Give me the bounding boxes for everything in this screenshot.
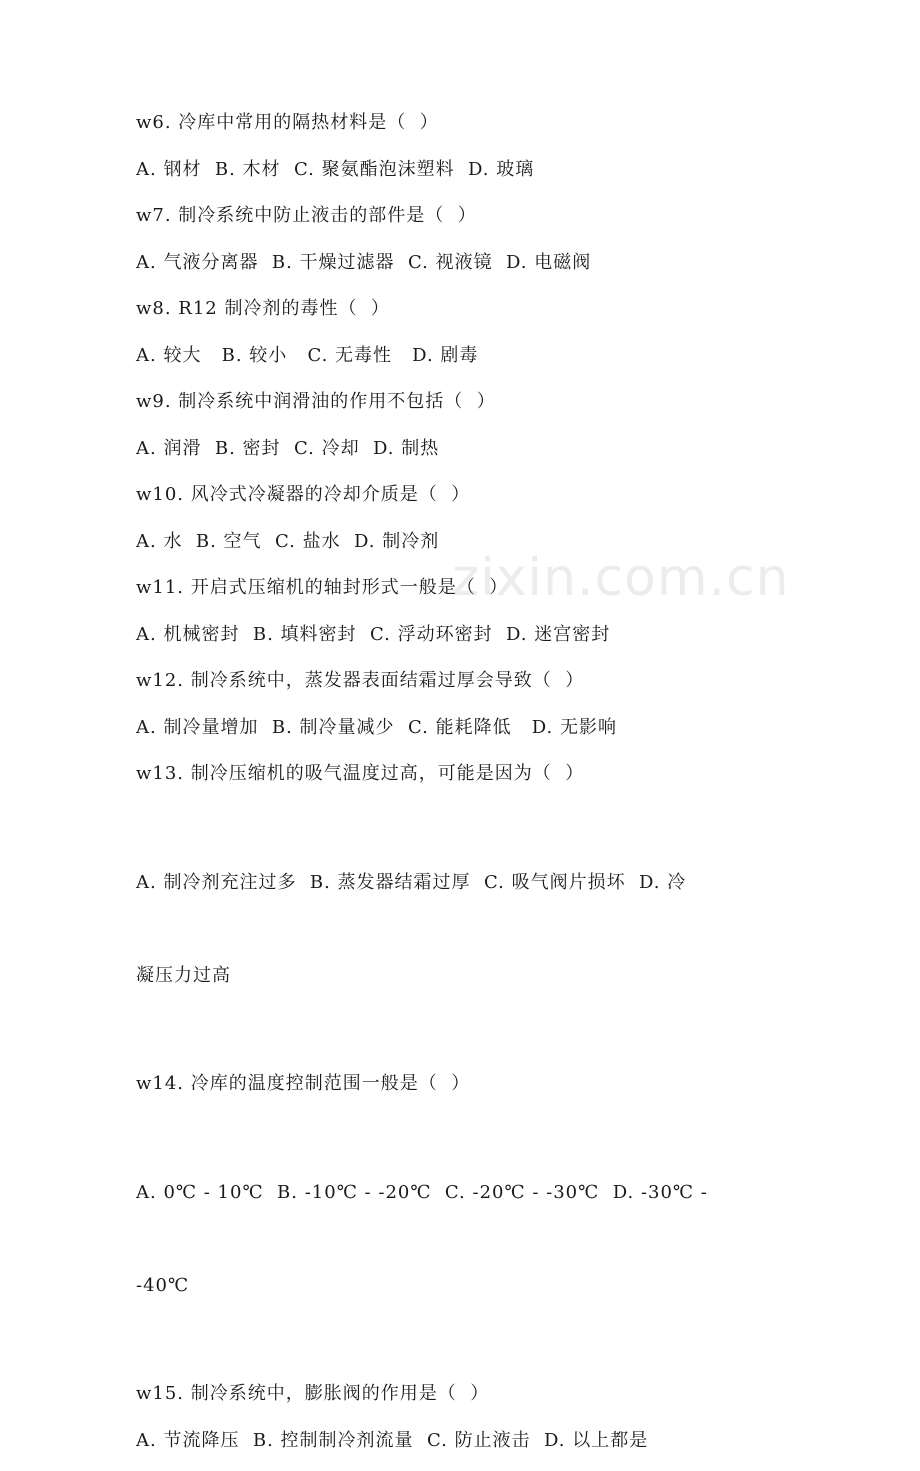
options-w14-line-2: -40℃ — [136, 1274, 190, 1296]
question-w13: w13. 制冷压缩机的吸气温度过高，可能是因为（ ） — [136, 763, 585, 784]
options-w6: A. 钢材 B. 木材 C. 聚氨酯泡沫塑料 D. 玻璃 — [136, 158, 535, 180]
options-w13 — [136, 805, 786, 1053]
question-w14: w14. 冷库的温度控制范围一般是（ ） — [136, 1073, 471, 1094]
options-w13-line-2: 凝压力过高 — [136, 964, 231, 986]
options-w15: A. 节流降压 B. 控制制冷剂流量 C. 防止液击 D. 以上都是 — [136, 1429, 649, 1451]
question-w8: w8. R12 制冷剂的毒性（ ） — [136, 298, 390, 319]
question-w10: w10. 风冷式冷凝器的冷却介质是（ ） — [136, 484, 471, 505]
question-list — [136, 107, 786, 1471]
question-w15: w15. 制冷系统中，膨胀阀的作用是（ ） — [136, 1383, 490, 1404]
options-w9: A. 润滑 B. 密封 C. 冷却 D. 制热 — [136, 437, 440, 459]
options-w13-line-1: A. 制冷剂充注过多 B. 蒸发器结霜过厚 C. 吸气阀片损坏 D. 冷 — [136, 871, 687, 893]
question-w6: w6. 冷库中常用的隔热材料是（ ） — [136, 112, 439, 133]
question-w12: w12. 制冷系统中，蒸发器表面结霜过厚会导致（ ） — [136, 670, 585, 691]
question-w9: w9. 制冷系统中润滑油的作用不包括（ ） — [136, 391, 496, 412]
question-w7: w7. 制冷系统中防止液击的部件是（ ） — [136, 205, 477, 226]
options-w11: A. 机械密封 B. 填料密封 C. 浮动环密封 D. 迷宫密封 — [136, 623, 611, 645]
options-w14 — [136, 1115, 786, 1363]
options-w8: A. 较大 B. 较小 C. 无毒性 D. 剧毒 — [136, 344, 479, 366]
options-w14-line-1: A. 0℃ - 10℃ B. -10℃ - -20℃ C. -20℃ - -30℃ D. -30℃ - — [136, 1181, 708, 1203]
options-w7: A. 气液分离器 B. 干燥过滤器 C. 视液镜 D. 电磁阀 — [136, 251, 592, 273]
question-w11: w11. 开启式压缩机的轴封形式一般是（ ） — [136, 577, 509, 598]
options-w12: A. 制冷量增加 B. 制冷量减少 C. 能耗降低 D. 无影响 — [136, 716, 617, 738]
options-w10: A. 水 B. 空气 C. 盐水 D. 制冷剂 — [136, 530, 440, 552]
watermark: zixin.com.cn — [452, 548, 790, 608]
